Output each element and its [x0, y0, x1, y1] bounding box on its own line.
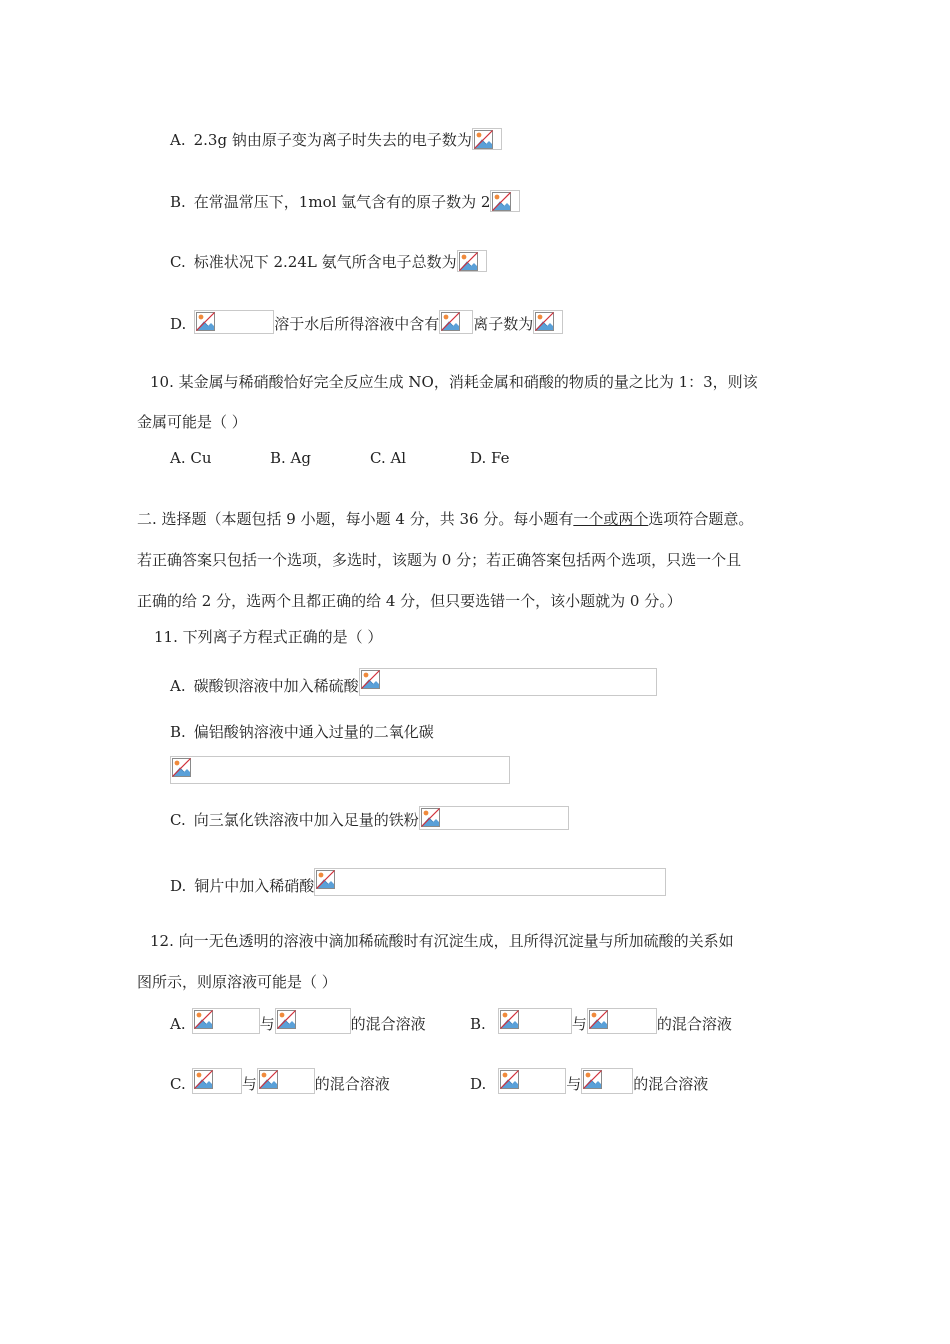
compound-image-icon — [192, 1008, 260, 1034]
q11-option-a — [170, 668, 657, 696]
conjunction-text: 与 — [571, 1015, 587, 1033]
option-text: 溶于水后所得溶液中含有 — [274, 315, 440, 333]
compound-image-icon — [581, 1068, 633, 1094]
q12-stem-line1: 12. 向一无色透明的溶液中滴加稀硫酸时有沉淀生成，且所得沉淀量与所加硫酸的关系如 — [150, 932, 734, 950]
compound-image-icon — [498, 1008, 572, 1034]
option-label: C. — [170, 253, 186, 271]
q9-option-d — [170, 310, 563, 334]
q11-option-d — [170, 868, 666, 896]
conjunction-text: 与 — [259, 1015, 275, 1033]
instruction-underlined-text: 一个或两个 — [573, 510, 649, 528]
section2-instructions-line1 — [137, 509, 753, 529]
option-text: 的混合溶液 — [314, 1075, 390, 1093]
q9-option-b — [170, 190, 520, 212]
q11-option-b-equation — [170, 756, 510, 784]
compound-image-icon — [275, 1008, 351, 1034]
formula-image-icon — [490, 190, 520, 212]
option-label: D. — [470, 1075, 487, 1093]
option-text: 向三氯化铁溶液中加入足量的铁粉 — [193, 811, 419, 829]
q12-option-d — [470, 1068, 708, 1094]
compound-image-icon — [587, 1008, 657, 1034]
option-label: B. — [470, 1015, 486, 1033]
q9-option-c — [170, 250, 487, 272]
option-text: 的混合溶液 — [633, 1075, 709, 1093]
q12-option-a — [170, 1008, 426, 1034]
option-text: 的混合溶液 — [350, 1015, 426, 1033]
q10-stem-line2: 金属可能是（ ） — [137, 413, 247, 431]
q12-option-b — [470, 1008, 732, 1034]
option-text: 铜片中加入稀硝酸 — [194, 877, 315, 895]
option-label: D. — [170, 877, 187, 895]
equation-image-icon — [170, 756, 510, 784]
conjunction-text: 与 — [566, 1075, 582, 1093]
option-text: 偏铝酸钠溶液中通入过量的二氧化碳 — [193, 723, 434, 741]
q11-option-b — [170, 722, 434, 742]
equation-image-icon — [419, 806, 569, 830]
option-label: A. — [170, 677, 186, 695]
instruction-text: 二. 选择题（本题包括 9 小题，每小题 4 分，共 36 分。每小题有 — [137, 510, 574, 528]
q10-option-d: D. Fe — [470, 449, 510, 467]
q11-option-c — [170, 806, 569, 830]
option-label: A. — [170, 131, 186, 149]
compound-image-icon — [257, 1068, 315, 1094]
option-text: 在常温常压下，1mol 氩气含有的原子数为 2 — [193, 193, 491, 211]
compound-image-icon — [192, 1068, 242, 1094]
q10-option-b: B. Ag — [270, 449, 311, 467]
formula-image-icon — [457, 250, 487, 272]
equation-image-icon — [359, 668, 657, 696]
section2-instructions-line2: 若正确答案只包括一个选项，多选时，该题为 0 分；若正确答案包括两个选项，只选一个且 — [137, 551, 742, 569]
q12-option-c — [170, 1068, 390, 1094]
compound-image-icon — [498, 1068, 566, 1094]
formula-image-icon — [194, 310, 274, 334]
option-label: D. — [170, 315, 187, 333]
option-text: 标准状况下 2.24L 氨气所含电子总数为 — [193, 253, 457, 271]
q11-stem: 11. 下列离子方程式正确的是（ ） — [154, 628, 383, 646]
option-text: 碳酸钡溶液中加入稀硫酸 — [193, 677, 359, 695]
option-text: 的混合溶液 — [656, 1015, 732, 1033]
q9-option-a — [170, 128, 502, 150]
formula-image-icon — [533, 310, 563, 334]
q12-stem-line2: 图所示，则原溶液可能是（ ） — [137, 973, 337, 991]
option-label: B. — [170, 723, 186, 741]
conjunction-text: 与 — [241, 1075, 257, 1093]
q10-stem-line1: 10. 某金属与稀硝酸恰好完全反应生成 NO，消耗金属和硝酸的物质的量之比为 1：3，则该 — [150, 373, 758, 391]
option-label: B. — [170, 193, 186, 211]
formula-image-icon — [472, 128, 502, 150]
formula-image-icon — [439, 310, 473, 334]
section2-instructions-line3: 正确的给 2 分，选两个且都正确的给 4 分，但只要选错一个，该小题就为 0 分。） — [137, 592, 682, 610]
option-label: C. — [170, 811, 186, 829]
instruction-text: 选项符合题意。 — [648, 510, 754, 528]
option-label: C. — [170, 1075, 186, 1093]
option-text: 离子数为 — [473, 315, 534, 333]
option-label: A. — [170, 1015, 186, 1033]
q10-option-a: A. Cu — [170, 449, 212, 467]
option-text: 2.3g 钠由原子变为离子时失去的电子数为 — [193, 131, 472, 149]
q10-option-c: C. Al — [370, 449, 407, 467]
equation-image-icon — [314, 868, 666, 896]
